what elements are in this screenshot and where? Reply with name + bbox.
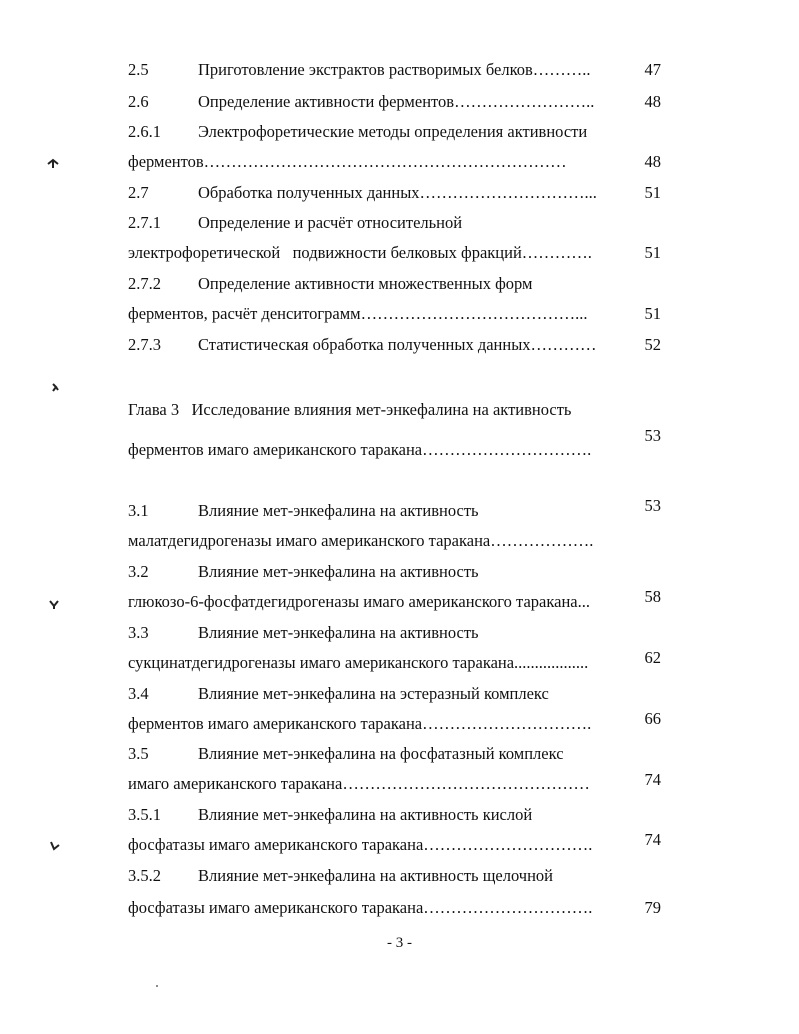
chapter-heading-continuation: ферментов имаго американского таракана…………………………. bbox=[128, 440, 592, 459]
toc-title: Определение активности множественных форм bbox=[198, 274, 533, 293]
toc-number: 3.2 bbox=[128, 562, 149, 581]
toc-number: 3.5.1 bbox=[128, 805, 161, 824]
scan-speck-icon bbox=[50, 382, 60, 394]
toc-title: Обработка полученных данных…………………………... bbox=[198, 183, 597, 202]
toc-number: 2.5 bbox=[128, 60, 149, 79]
toc-title: Влияние мет-энкефалина на активность bbox=[198, 623, 479, 642]
toc-title: Влияние мет-энкефалина на активность щелочной bbox=[198, 866, 553, 885]
toc-title: Электрофоретические методы определения активности bbox=[198, 122, 588, 141]
toc-title-continuation: фосфатазы имаго американского таракана…………………………. bbox=[128, 835, 593, 854]
toc-page: 53 bbox=[644, 426, 661, 445]
toc-page: 79 bbox=[644, 898, 661, 917]
toc-page: 74 bbox=[644, 770, 661, 789]
toc-number: 3.5.2 bbox=[128, 866, 161, 885]
toc-page: 74 bbox=[644, 830, 661, 849]
toc-title: Влияние мет-энкефалина на активность bbox=[198, 562, 479, 581]
toc-title: Влияние мет-энкефалина на активность кислой bbox=[198, 805, 533, 824]
toc-title-continuation: имаго американского таракана……………………………………… bbox=[128, 774, 590, 793]
toc-title-continuation: ферментов имаго американского таракана…………………………. bbox=[128, 714, 592, 733]
scan-dot bbox=[156, 985, 158, 987]
scan-speck-icon bbox=[49, 840, 61, 852]
toc-title: Влияние мет-энкефалина на активность bbox=[198, 501, 479, 520]
scan-speck-icon bbox=[46, 158, 60, 170]
toc-number: 3.4 bbox=[128, 684, 149, 703]
toc-title: Определение и расчёт относительной bbox=[198, 213, 463, 232]
toc-page: 47 bbox=[644, 60, 661, 79]
toc-title: Влияние мет-энкефалина на фосфатазный комплекс bbox=[198, 744, 564, 763]
toc-title-continuation: сукцинатдегидрогеназы имаго американского таракана.................. bbox=[128, 653, 589, 672]
toc-number: 2.7 bbox=[128, 183, 149, 202]
toc-page: 66 bbox=[644, 709, 661, 728]
toc-number: 3.5 bbox=[128, 744, 149, 763]
toc-page: 58 bbox=[644, 587, 661, 606]
toc-title-continuation: фосфатазы имаго американского таракана…………………………. bbox=[128, 898, 593, 917]
toc-title-continuation: малатдегидрогеназы имаго американского таракана………………. bbox=[128, 531, 594, 550]
toc-number: 2.7.1 bbox=[128, 213, 161, 232]
toc-number: 3.3 bbox=[128, 623, 149, 642]
toc-title: Статистическая обработка полученных данных………… bbox=[198, 335, 597, 354]
page-number: - 3 - bbox=[387, 935, 412, 951]
toc-number: 2.6 bbox=[128, 92, 149, 111]
scan-speck-icon bbox=[48, 598, 60, 610]
toc-title: Определение активности ферментов…………………….. bbox=[198, 92, 595, 111]
toc-page: 51 bbox=[644, 304, 661, 323]
toc-title: Приготовление экстрактов растворимых белков……….. bbox=[198, 60, 591, 79]
toc-title: Влияние мет-энкефалина на эстеразный комплекс bbox=[198, 684, 549, 703]
chapter-heading: Глава 3 Исследование влияния мет-энкефалина на активность bbox=[128, 400, 572, 419]
toc-number: 2.7.3 bbox=[128, 335, 161, 354]
toc-number: 2.7.2 bbox=[128, 274, 161, 293]
toc-page: 62 bbox=[644, 648, 661, 667]
toc-title-continuation: ферментов………………………………………………………… bbox=[128, 152, 567, 171]
toc-number: 2.6.1 bbox=[128, 122, 161, 141]
toc-title-continuation: глюкозо-6-фосфатдегидрогеназы имаго американского таракана... bbox=[128, 592, 590, 611]
toc-page: 51 bbox=[644, 243, 661, 262]
toc-title-continuation: ферментов, расчёт денситограмм…………………………………... bbox=[128, 304, 588, 323]
toc-page: 52 bbox=[644, 335, 661, 354]
toc-page: 48 bbox=[644, 92, 661, 111]
toc-page: 51 bbox=[644, 183, 661, 202]
toc-title-continuation: электрофоретической подвижности белковых фракций…………. bbox=[128, 243, 592, 262]
toc-page: 53 bbox=[644, 496, 661, 515]
toc-page: 48 bbox=[644, 152, 661, 171]
toc-number: 3.1 bbox=[128, 501, 149, 520]
